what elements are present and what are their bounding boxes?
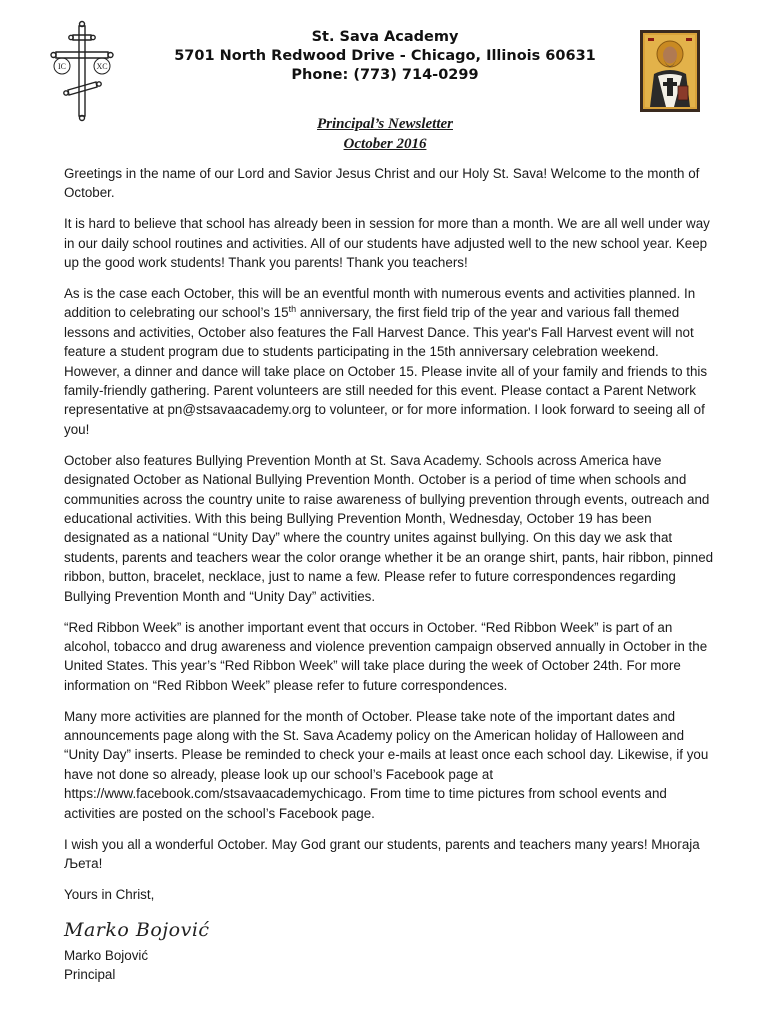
handwritten-signature: Marko Bojović (64, 918, 210, 941)
school-address: 5701 North Redwood Drive - Chicago, Illinois 60631 (174, 48, 596, 64)
signer-name: Marko Bojović (64, 947, 149, 963)
newsletter-title-block (0, 114, 770, 154)
paragraph-october-events-part1: As is the case each October, this will be an eventful month with numerous events and activities planned. In addition to celebrating our school’s 15 (64, 286, 696, 321)
paragraph-school-start: It is hard to believe that school has already been in session for more than a month. We are all well under way in our daily school routines and activities. All of our students have adjusted well to the new school year. Keep up the good work students! Thank you parents! Thank you teachers! (64, 216, 710, 271)
letter-body (64, 164, 714, 985)
paragraph-october-events-part2: anniversary, the first field trip of the year and various fall themed lessons and activities, October also features the Fall Harvest Dance. This year's Fall Harvest event will not feature a student program due to students participating in the 15th anniversary celebration weekend. However, a dinner and dance will take place on October 15. Please invite all of your family and friends to this family-friendly gathering. Parent volunteers are still needed for this event. Please contact a Parent Network representative at pn@stsavaacademy.org to volunteer, or for more information. I look forward to seeing all of you! (64, 305, 708, 437)
paragraph-october-events (64, 284, 714, 439)
school-phone: Phone: (773) 714-0299 (291, 67, 479, 83)
paragraph-wishes: I wish you all a wonderful October. May God grant our students, parents and teachers many years! Многаја Љета! (64, 836, 700, 871)
closing-salutation: Yours in Christ, (64, 886, 155, 902)
cross-letters-right: XC (96, 62, 108, 71)
paragraph-red-ribbon-week: “Red Ribbon Week” is another important event that occurs in October. “Red Ribbon Week” is part of an alcohol, tobacco and drug awareness and violence prevention campaign observed annually in October in the United States. This year’s “Red Ribbon Week” will take place during the week of October 24th. For more information on “Red Ribbon Week” please refer to future correspondences. (64, 619, 708, 693)
saint-sava-icon (640, 30, 700, 112)
signer-role: Principal (64, 967, 116, 983)
newsletter-date: October 2016 (343, 136, 427, 152)
paragraph-greeting: Greetings in the name of our Lord and Savior Jesus Christ and our Holy St. Sava! Welcome to the month of October. (64, 166, 700, 201)
school-name: St. Sava Academy (311, 29, 459, 45)
paragraph-bullying-prevention: October also features Bullying Prevention Month at St. Sava Academy. Schools across America have designated October as National Bullying Prevention Month. October is a period of time when schools and communities across the country unite to raise awareness of bullying prevention through events, outreach and educational activities. With this being Bullying Prevention Month, Wednesday, October 19 has been designated as a national “Unity Day” where the country unites against bullying. On this day we ask that students, parents and teachers wear the color orange whether it be an orange shirt, pants, hair ribbon, pinned ribbon, button, bracelet, necklace, just to name a few. Please refer to future correspondences regarding Bullying Prevention Month and “Unity Day” activities. (64, 452, 714, 604)
newsletter-title: Principal’s Newsletter (317, 116, 453, 132)
cross-letters-left: IC (58, 62, 66, 71)
superscript-th: th (288, 304, 297, 315)
paragraph-more-activities: Many more activities are planned for the month of October. Please take note of the important dates and announcements page along with the St. Sava Academy policy on the American holiday of Halloween and “Unity Day” inserts. Please be reminded to check your e-mails at least once each school day. Likewise, if you have not done so already, please look up our school’s Facebook page at https://www.facebook.com/stsavaacademychicago. From time to time pictures from school events and activities are posted on the school’s Facebook page. (64, 708, 709, 821)
